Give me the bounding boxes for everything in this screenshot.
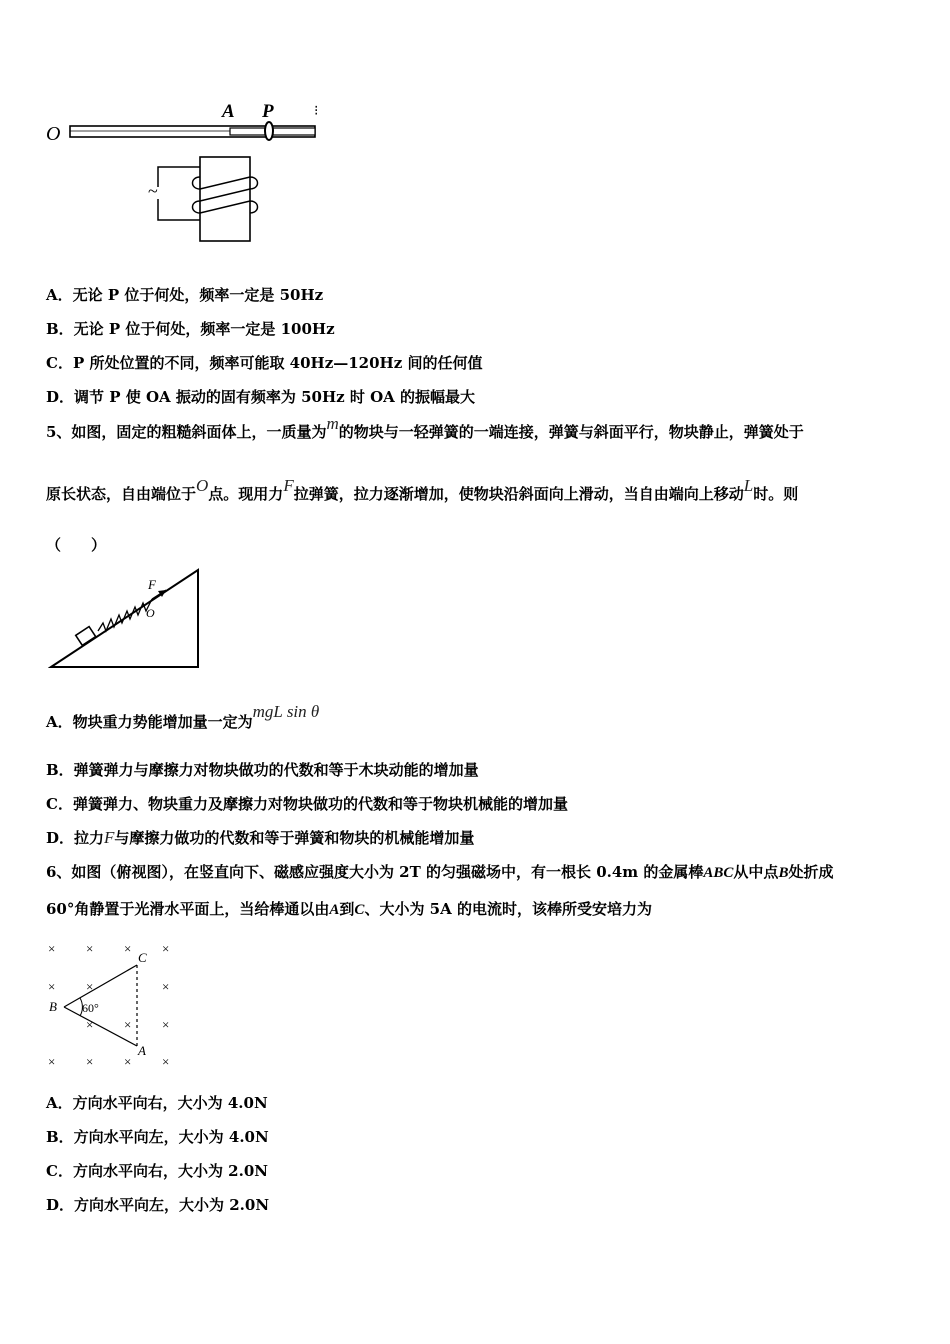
field-cross-mark: × xyxy=(124,941,132,956)
q5-stem-line2 xyxy=(46,476,799,504)
q6-line2-pre: 60°角静置于光滑水平面上，当给棒通以由 xyxy=(46,900,330,918)
q5-line2-a: 原长状态，自由端位于 xyxy=(46,485,197,503)
q6-stem-line1 xyxy=(46,862,833,883)
figure-incline-spring xyxy=(48,567,218,672)
fig-label-O: O xyxy=(46,123,61,145)
q6-point-b: B xyxy=(778,865,789,881)
field-cross-mark: × xyxy=(162,979,170,994)
q6-line2-mid: 到 xyxy=(339,900,355,918)
q5-option-a-formula: mgL sin θ xyxy=(252,702,320,721)
field-cross-mark: × xyxy=(124,1017,132,1032)
field-cross-mark: × xyxy=(86,979,94,994)
incline-fig-label-O: O xyxy=(146,606,155,620)
incline-fig-label-F: F xyxy=(148,577,156,592)
q6-line1-pre: 6、如图（俯视图），在竖直向下、磁感应强度大小为 2T 的匀强磁场中，有一根长 0.4m 的金属棒 xyxy=(46,863,704,881)
q5-answer-paren: （ ） xyxy=(46,536,107,554)
field-fig-angle: 60° xyxy=(82,1001,99,1015)
q5-symbol-L: L xyxy=(743,476,754,495)
q5-stem-line1 xyxy=(46,414,804,442)
q6-point-c: C xyxy=(354,902,365,918)
q6-option-a[interactable]: A．方向水平向右，大小为 4.0N xyxy=(46,1094,268,1112)
field-fig-label-A: A xyxy=(138,1043,146,1058)
field-cross-mark: × xyxy=(86,1054,94,1069)
q6-option-c[interactable]: C．方向水平向右，大小为 2.0N xyxy=(46,1162,268,1180)
q5-option-d-symbol: F xyxy=(104,828,115,847)
field-cross-mark: × xyxy=(86,1017,94,1032)
fig-label-edge: ⁝ xyxy=(314,104,319,119)
figure-resonance-apparatus xyxy=(40,95,340,245)
figure-magnetic-field-rod xyxy=(44,940,184,1070)
q5-option-b[interactable]: B．弹簧弹力与摩擦力对物块做功的代数和等于木块动能的增加量 xyxy=(46,761,479,779)
field-cross-mark: × xyxy=(48,1054,56,1069)
field-fig-label-C: C xyxy=(138,950,147,965)
q4-option-d[interactable]: D．调节 P 使 OA 振动的固有频率为 50Hz 时 OA 的振幅最大 xyxy=(46,388,476,406)
q4-option-a[interactable]: A．无论 P 位于何处，频率一定是 50Hz xyxy=(46,286,324,304)
field-cross-mark: × xyxy=(162,1017,170,1032)
q5-line2-b: 点。现用力 xyxy=(208,485,284,503)
q6-line2-post: 、大小为 5A 的电流时，该棒所受安培力为 xyxy=(364,900,652,918)
fig-label-P: P xyxy=(262,101,274,122)
field-cross-mark: × xyxy=(48,979,56,994)
field-cross-mark: × xyxy=(162,1054,170,1069)
fig-label-A: A xyxy=(222,101,235,122)
q5-line2-c: 拉弹簧，拉力逐渐增加，使物块沿斜面向上滑动，当自由端向上移动 xyxy=(293,485,744,503)
q5-line1-pre: 5、如图，固定的粗糙斜面体上，一质量为 xyxy=(46,423,327,441)
q4-option-c[interactable]: C．P 所处位置的不同，频率可能取 40Hz—120Hz 间的任何值 xyxy=(46,354,483,372)
field-cross-mark: × xyxy=(86,941,94,956)
q5-option-d-post: 与摩擦力做功的代数和等于弹簧和物块的机械能增加量 xyxy=(114,829,475,847)
q4-option-b[interactable]: B．无论 P 位于何处，频率一定是 100Hz xyxy=(46,320,335,338)
q6-option-d[interactable]: D．方向水平向左，大小为 2.0N xyxy=(46,1196,270,1214)
q6-point-a: A xyxy=(329,902,340,918)
q5-line1-post: 的物块与一轻弹簧的一端连接，弹簧与斜面平行，物块静止，弹簧处于 xyxy=(338,423,804,441)
q5-symbol-F: F xyxy=(283,476,294,495)
field-cross-mark: × xyxy=(48,941,56,956)
q5-option-d[interactable] xyxy=(46,828,474,848)
q6-option-b[interactable]: B．方向水平向左，大小为 4.0N xyxy=(46,1128,269,1146)
field-cross-mark: × xyxy=(162,941,170,956)
q5-option-d-pre: D．拉力 xyxy=(46,829,105,847)
q6-stem-line2 xyxy=(46,899,652,920)
q5-symbol-O: O xyxy=(196,476,209,495)
q6-line1-mid: 从中点 xyxy=(733,863,779,881)
q5-symbol-m: m xyxy=(326,414,339,433)
q6-rod-name: ABC xyxy=(703,865,734,881)
q6-line1-post: 处折成 xyxy=(788,863,834,881)
q5-option-c[interactable]: C．弹簧弹力、物块重力及摩擦力对物块做功的代数和等于物块机械能的增加量 xyxy=(46,795,568,813)
q5-option-a[interactable] xyxy=(46,702,320,732)
ac-source-symbol: ~ xyxy=(148,181,158,201)
q5-line2-d: 时。则 xyxy=(753,485,799,503)
field-cross-mark: × xyxy=(124,1054,132,1069)
field-fig-label-B: B xyxy=(49,999,57,1014)
q5-option-a-text: A．物块重力势能增加量一定为 xyxy=(46,713,253,731)
